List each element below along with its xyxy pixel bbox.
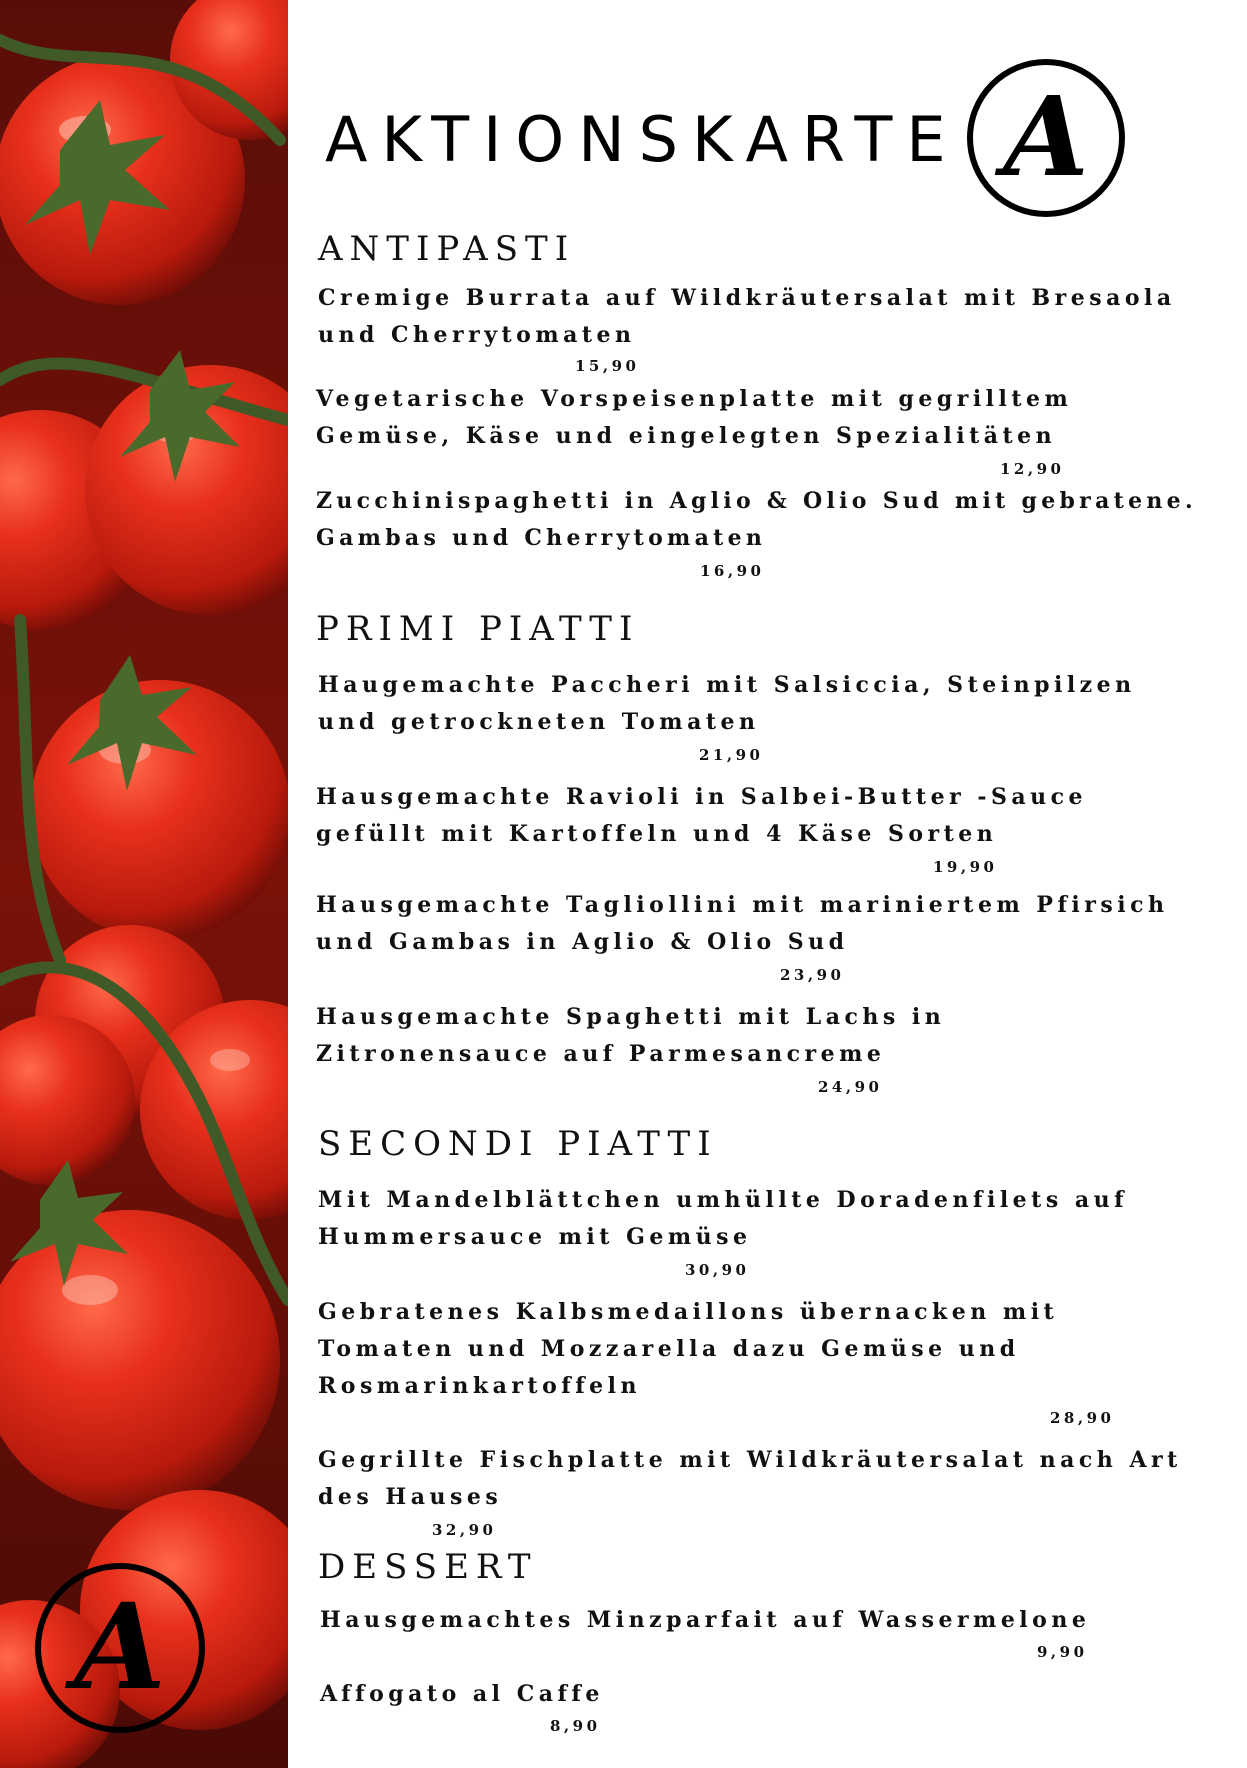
dish-price: 24,90 bbox=[818, 1078, 883, 1096]
logo-emblem-bottom bbox=[32, 1560, 208, 1736]
logo-letter: A bbox=[1003, 72, 1089, 201]
dish-price: 16,90 bbox=[700, 562, 765, 580]
dish-name: Haugemachte Paccheri mit Salsiccia, Steinpilzen und getrockneten Tomaten bbox=[318, 672, 1136, 735]
section-title-antipasti: ANTIPASTI bbox=[318, 229, 576, 269]
dish-price: 32,90 bbox=[432, 1521, 497, 1539]
dish-name: Zucchinispaghetti in Aglio & Olio Sud mit gebratene. Gambas und Cherrytomaten bbox=[316, 488, 1197, 551]
logo-letter: A bbox=[74, 1577, 166, 1716]
dish-name: Vegetarische Vorspeisenplatte mit gegrilltem Gemüse, Käse und eingelegten Spezialitäten bbox=[316, 386, 1073, 449]
logo-emblem-top bbox=[964, 56, 1128, 220]
dish-name: Hausgemachte Ravioli in Salbei-Butter -Sauce gefüllt mit Kartoffeln und 4 Käse Sorten bbox=[316, 784, 1087, 847]
dish-price: 30,90 bbox=[685, 1261, 750, 1279]
dish-price: 12,90 bbox=[1000, 460, 1065, 478]
page-title: AKTIONSKARTE bbox=[325, 103, 960, 176]
dish-name: Affogato al Caffe bbox=[320, 1681, 604, 1707]
dish-price: 8,90 bbox=[550, 1717, 601, 1735]
dish-price: 9,90 bbox=[1037, 1643, 1088, 1661]
dish-name: Hausgemachte Tagliollini mit mariniertem Pfirsich und Gambas in Aglio & Olio Sud bbox=[316, 892, 1169, 955]
section-title-secondi-piatti: SECONDI PIATTI bbox=[318, 1124, 718, 1164]
dish-name: Cremige Burrata auf Wildkräutersalat mit Bresaola und Cherrytomaten bbox=[318, 285, 1176, 348]
section-title-dessert: DESSERT bbox=[318, 1547, 538, 1587]
dish-price: 19,90 bbox=[933, 858, 998, 876]
dish-price: 21,90 bbox=[699, 746, 764, 764]
dish-name: Hausgemachte Spaghetti mit Lachs in Zitronensauce auf Parmesancreme bbox=[316, 1004, 946, 1067]
dish-price: 15,90 bbox=[575, 357, 640, 375]
logo-icon bbox=[32, 1560, 208, 1736]
tomato-photo-panel bbox=[0, 0, 288, 1768]
section-title-primi-piatti: PRIMI PIATTI bbox=[316, 609, 640, 649]
tomato-illustration bbox=[0, 0, 288, 1768]
dish-name: Hausgemachtes Minzparfait auf Wassermelone bbox=[320, 1607, 1091, 1633]
logo-icon bbox=[964, 56, 1128, 220]
dish-name: Gebratenes Kalbsmedaillons übernacken mit Tomaten und Mozzarella dazu Gemüse und Rosmarinkartoffeln bbox=[318, 1299, 1059, 1399]
dish-name: Mit Mandelblättchen umhüllte Doradenfilets auf Hummersauce mit Gemüse bbox=[318, 1187, 1129, 1250]
dish-name: Gegrillte Fischplatte mit Wildkräutersalat nach Art des Hauses bbox=[318, 1447, 1182, 1510]
dish-price: 28,90 bbox=[1050, 1409, 1115, 1427]
dish-price: 23,90 bbox=[780, 966, 845, 984]
